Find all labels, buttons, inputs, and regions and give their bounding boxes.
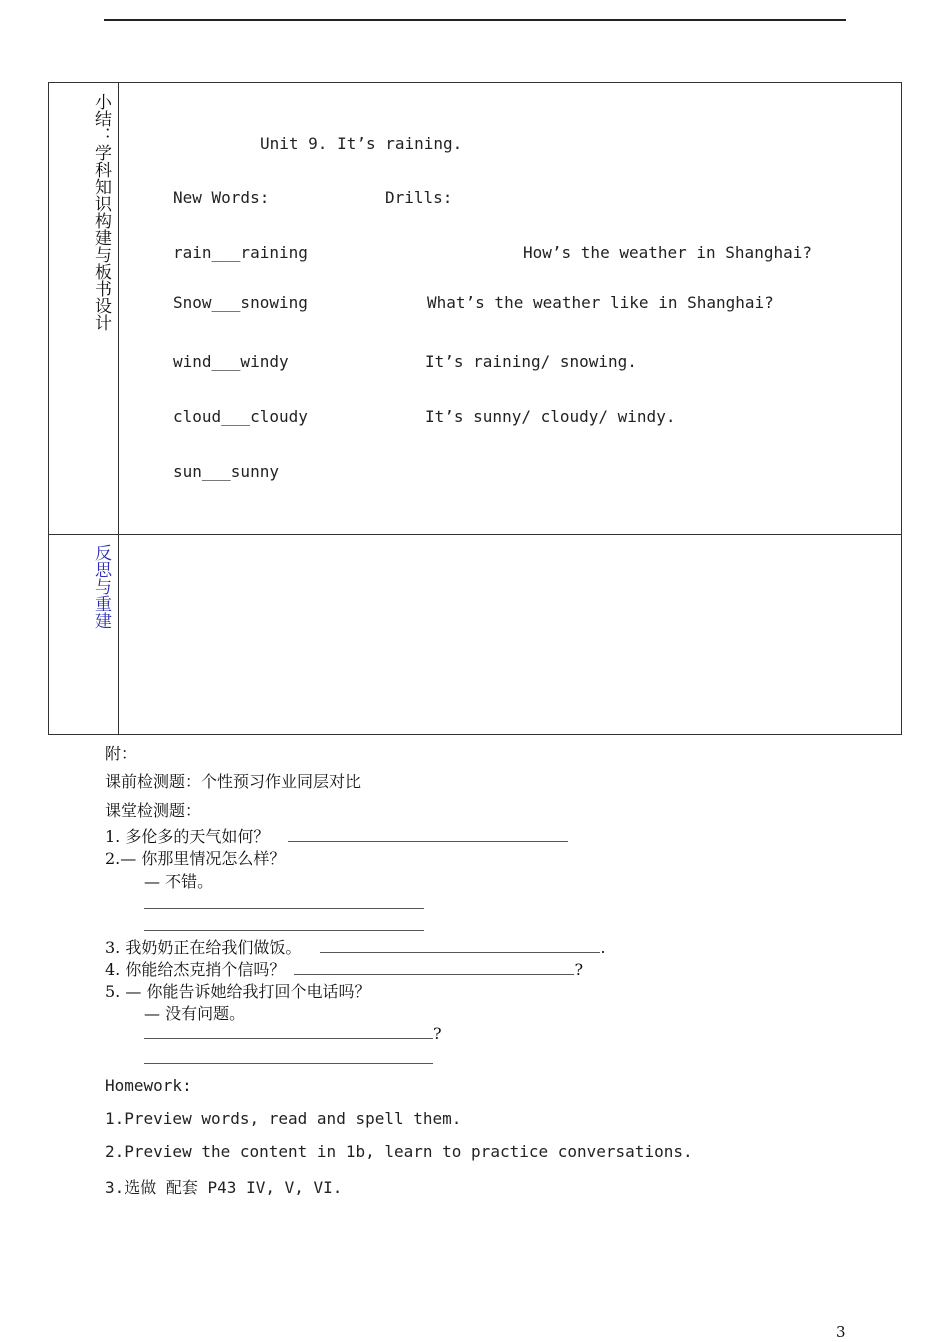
board-design-table [48,82,902,735]
drill-item: What’s the weather like in Shanghai? [427,293,774,312]
homework-item: 1.Preview words, read and spell them. [105,1109,462,1128]
unit-title: Unit 9. It’s raining. [260,134,463,153]
question-4 [105,957,583,980]
question-2-reply: — 不错。 [144,872,214,891]
drill-item: How’s the weather in Shanghai? [523,243,812,262]
question-end-mark: . [600,938,606,957]
answer-blank[interactable] [294,960,574,975]
word-item: Snow___snowing [173,293,308,312]
answer-blank[interactable] [144,908,424,909]
question-end-mark: ? [433,1024,442,1043]
appendix-heading: 附： [105,744,138,763]
pre-test-line: 课前检测题：个性预习作业同层对比 [105,772,362,791]
page-number: 3 [836,1323,846,1341]
answer-blank[interactable] [288,827,568,842]
summary-label: 小结：学科知识构建与板书设计 [91,93,111,331]
question-5-prompt: 5. — 你能告诉她给我打回个电话吗？ [105,982,371,1001]
question-text: 3. 我奶奶正在给我们做饭。 [105,938,302,957]
word-item: rain___raining [173,243,308,262]
row-divider [49,534,901,535]
answer-blank[interactable] [144,930,424,931]
header-rule [104,19,846,21]
drill-item: It’s sunny/ cloudy/ windy. [425,407,676,426]
homework-item: 2.Preview the content in 1b, learn to practice conversations. [105,1142,693,1161]
question-2-prompt: 2.— 你那里情况怎么样？ [105,849,286,868]
class-test-line: 课堂检测题： [105,801,202,820]
homework-item: 3.选做 配套 P43 IV, V, VI. [105,1178,343,1197]
question-text: 4. 你能给杰克捎个信吗？ [105,960,286,979]
answer-blank[interactable] [144,1024,433,1039]
answer-blank[interactable] [320,938,600,953]
new-words-heading: New Words: [173,188,270,207]
question-3 [105,935,606,958]
question-1 [105,824,568,847]
drill-item: It’s raining/ snowing. [425,352,637,371]
answer-blank[interactable] [144,1063,433,1064]
question-end-mark: ? [574,960,584,979]
question-5-reply: — 没有问题。 [144,1004,246,1023]
question-5-answer [144,1024,442,1043]
reflect-label: 反思与重建 [91,544,111,629]
word-item: sun___sunny [173,462,279,481]
column-divider [118,83,119,734]
word-item: cloud___cloudy [173,407,308,426]
homework-heading: Homework: [105,1076,192,1095]
word-item: wind___windy [173,352,289,371]
drills-heading: Drills: [385,188,453,207]
question-text: 1. 多伦多的天气如何？ [105,827,270,846]
